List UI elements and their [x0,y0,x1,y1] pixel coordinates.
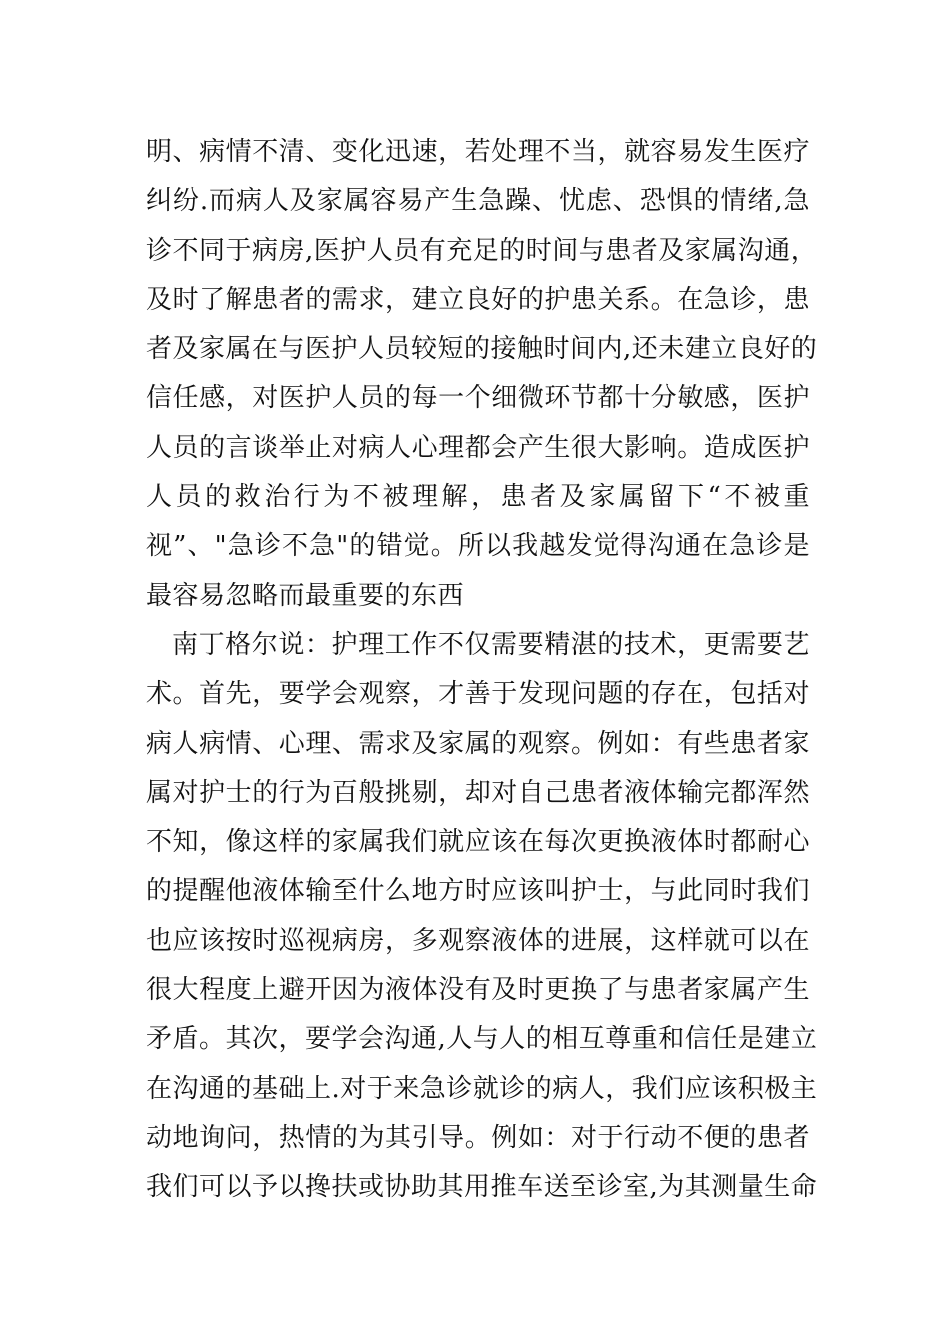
text-line: 纠纷.而病人及家属容易产生急躁、忧虑、恐惧的情绪,急 [146,186,810,217]
text-line: 人员的救治行为不被理解，患者及家属留下“不被重 [146,482,810,513]
text-line: 诊不同于病房,医护人员有充足的时间与患者及家属沟通， [146,235,818,266]
text-line: 病人病情、心理、需求及家属的观察。例如：有些患者家 [146,728,810,759]
text-line: 术。首先，要学会观察，才善于发现问题的存在，包括对 [146,679,810,710]
text-line: 最容易忽略而最重要的东西 [146,580,465,611]
text-line: 不知，像这样的家属我们就应该在每次更换液体时都耐心 [146,827,810,858]
text-line: 人员的言谈举止对病人心理都会产生很大影响。造成医护 [146,432,810,463]
paragraph-1 [146,128,818,621]
text-line: 及时了解患者的需求，建立良好的护患关系。在急诊，患 [146,284,810,315]
text-line: 明、病情不清、变化迅速，若处理不当，就容易发生医疗 [146,137,810,167]
text-line: 也应该按时巡视病房，多观察液体的进展，这样就可以在 [146,925,810,956]
text-line: 矛盾。其次，要学会沟通,人与人的相互尊重和信任是建立 [146,1024,818,1055]
text-line: 我们可以予以搀扶或协助其用推车送至诊室,为其测量生命 [146,1172,818,1203]
text-line: 动地询问，热情的为其引导。例如：对于行动不便的患者 [146,1122,810,1153]
text-line: 者及家属在与医护人员较短的接触时间内,还未建立良好的 [146,334,818,365]
document-body [146,128,818,1213]
text-line: 信任感，对医护人员的每一个细微环节都十分敏感，医护 [146,383,810,414]
text-line: 南丁格尔说：护理工作不仅需要精湛的技术，更需要艺 [172,629,810,660]
text-line: 的提醒他液体输至什么地方时应该叫护士，与此同时我们 [146,876,810,907]
text-line: 很大程度上避开因为液体没有及时更换了与患者家属产生 [146,975,810,1006]
text-line: 属对护士的行为百般挑剔，却对自己患者液体输完都浑然 [146,777,810,808]
text-line: 视”、"急诊不急"的错觉。所以我越发觉得沟通在急诊是 [146,531,810,562]
paragraph-2 [146,621,818,1213]
text-line: 在沟通的基础上.对于来急诊就诊的病人，我们应该积极主 [146,1073,818,1104]
